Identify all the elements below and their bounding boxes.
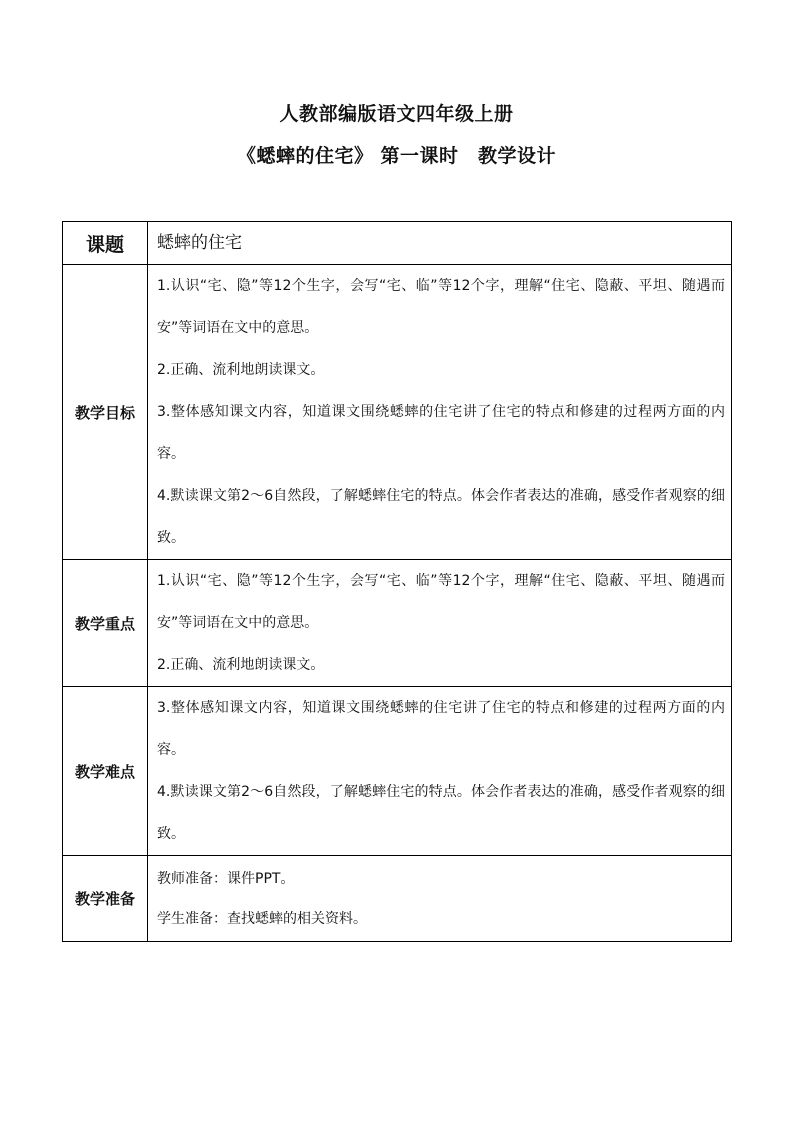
goal-item: 3.整体感知课文内容，知道课文围绕蟋蟀的住宅讲了住宅的特点和修建的过程两方面的内容。 <box>157 404 725 462</box>
table-row-difficulties <box>63 687 732 856</box>
document-subtitle: 《蟋蟀的住宅》 第一课时 教学设计 <box>236 145 557 167</box>
topic-label: 课题 <box>63 222 148 265</box>
goals-label: 教学目标 <box>63 265 148 560</box>
preparation-cell <box>148 856 732 942</box>
key-point-item: 1.认识“宅、隐”等12个生字，会写“宅、临”等12个字，理解“住宅、隐蔽、平坦、随遇而安”等词语在文中的意思。 <box>157 573 725 631</box>
difficulties-cell <box>148 687 732 856</box>
topic-cell <box>148 222 732 265</box>
topic-value: 蟋蟀的住宅 <box>157 233 242 253</box>
table-row-preparation <box>63 856 732 942</box>
goal-item: 1.认识“宅、隐”等12个生字，会写“宅、临”等12个字，理解“住宅、隐蔽、平坦、随遇而安”等词语在文中的意思。 <box>157 278 725 336</box>
goal-item: 2.正确、流利地朗读课文。 <box>157 362 325 378</box>
difficulties-label: 教学难点 <box>63 687 148 856</box>
table-row-key-points <box>63 560 732 687</box>
table-row-topic <box>63 222 732 265</box>
goal-item: 4.默读课文第2～6自然段，了解蟋蟀住宅的特点。体会作者表达的准确，感受作者观察的细致。 <box>157 488 725 546</box>
difficulty-item: 4.默读课文第2～6自然段，了解蟋蟀住宅的特点。体会作者表达的准确，感受作者观察的细致。 <box>157 784 725 842</box>
document-header <box>0 101 793 169</box>
key-point-item: 2.正确、流利地朗读课文。 <box>157 657 325 673</box>
document-title: 人教部编版语文四年级上册 <box>279 103 514 125</box>
goals-cell <box>148 265 732 560</box>
preparation-item: 学生准备：查找蟋蟀的相关资料。 <box>157 910 367 927</box>
table-row-goals <box>63 265 732 560</box>
difficulty-item: 3.整体感知课文内容，知道课文围绕蟋蟀的住宅讲了住宅的特点和修建的过程两方面的内容。 <box>157 700 725 758</box>
key-points-cell <box>148 560 732 687</box>
key-points-label: 教学重点 <box>63 560 148 687</box>
preparation-item: 教师准备：课件PPT。 <box>157 870 295 887</box>
preparation-label: 教学准备 <box>63 856 148 942</box>
lesson-plan-table <box>62 221 732 942</box>
